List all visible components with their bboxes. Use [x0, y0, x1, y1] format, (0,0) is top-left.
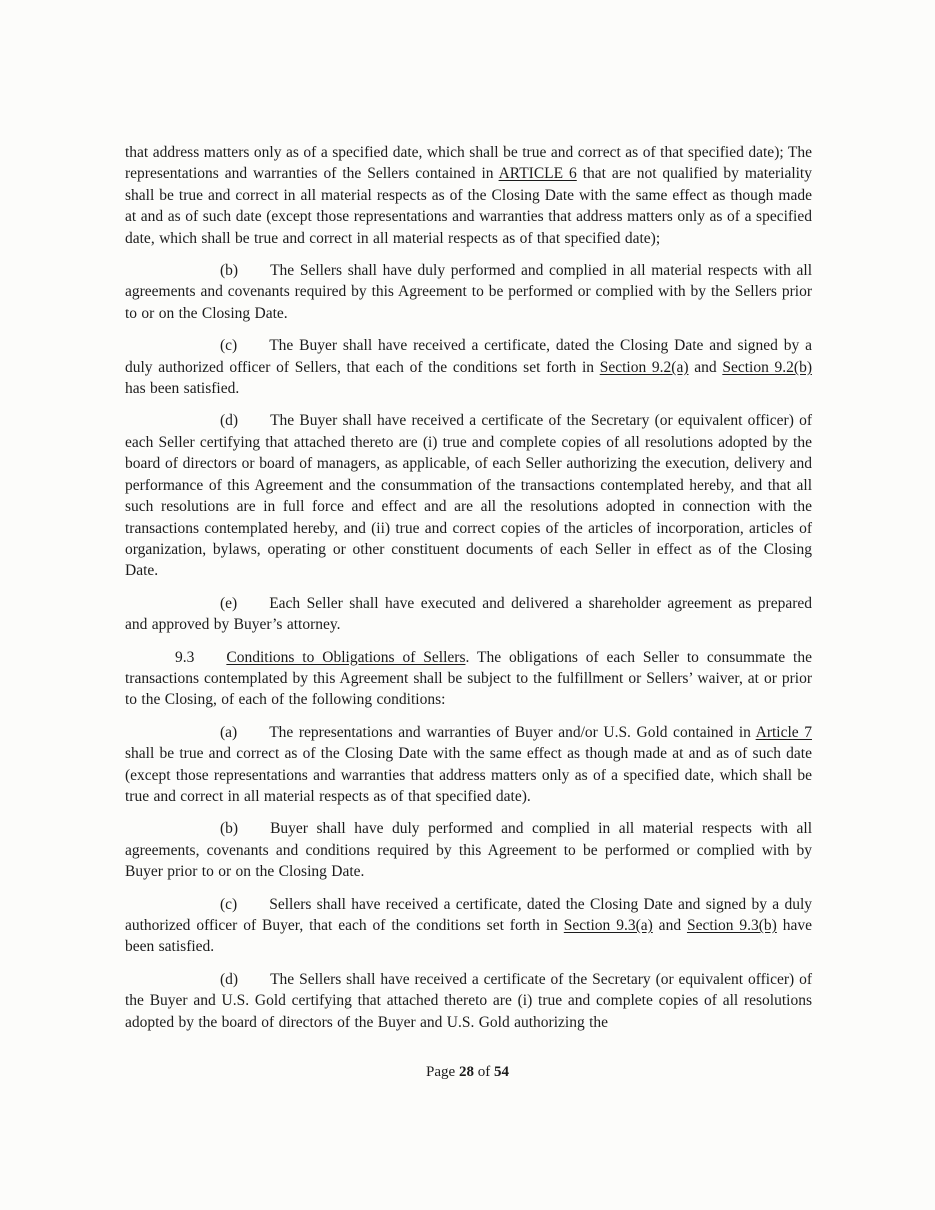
- cross-reference: Section 9.3(b): [686, 917, 777, 934]
- page-footer: [0, 1062, 935, 1082]
- text-run: The representations and warranties of Buyer and/or U.S. Gold contained in: [269, 723, 756, 741]
- text-run: . The obligations of each Seller to consummate the transactions contemplated by this Agreement shall be subject to the fulfillment or Sellers’ waiver, at or prior to the Closing, of each of the following conditions:: [125, 648, 812, 709]
- clause-label: (c): [220, 895, 238, 913]
- text-run: The Sellers shall have received a certificate of the Secretary (or equivalent officer) of the Buyer and U.S. Gold certifying that attached thereto are (i) true and complete copies of all resolutions adopted by the board of directors of the Buyer and U.S. Gold authorizing the: [125, 970, 812, 1031]
- clause-label: (b): [220, 820, 239, 838]
- text-run: that address matters only as of a specified date, which shall be true and correct as of that specified date); The representations and warranties of the Sellers contained in: [125, 144, 812, 183]
- cross-reference: Section 9.3(a): [563, 917, 653, 934]
- cross-reference: Article 7: [755, 723, 812, 741]
- clause-continuation: [125, 142, 812, 249]
- clause-label: (b): [220, 262, 239, 280]
- clause-9-3-b: [125, 818, 812, 882]
- section-9-3: [125, 647, 812, 711]
- document-body: [125, 142, 812, 1044]
- clause-9-3-d: [125, 969, 812, 1033]
- text-run: have been satisfied.: [125, 917, 812, 956]
- clause-label: (a): [220, 723, 238, 741]
- text-run: Page: [426, 1064, 459, 1080]
- text-run: 28: [458, 1064, 474, 1080]
- clause-9-2-e: [125, 593, 812, 636]
- text-run: Sellers shall have received a certificate, dated the Closing Date and signed by a duly authorized officer of Buyer, that each of the conditions set forth in: [125, 895, 812, 934]
- text-run: and: [652, 917, 687, 934]
- cross-reference: Section 9.2(a): [599, 358, 689, 376]
- text-run: 54: [493, 1064, 509, 1080]
- clause-label: 9.3: [175, 648, 195, 666]
- text-run: The Buyer shall have received a certificate of the Secretary (or equivalent officer) of each Seller certifying that attached thereto are (i) true and complete copies of all resolutions adopted by the board of directors or board of managers, as applicable, of each Seller authorizing the execution, delivery and performance of this Agreement and the consummation of the transactions contemplated hereby, and that all such resolutions are in full force and effect and are all the resolutions adopted in connection with the transactions contemplated hereby, and (ii) true and correct copies of the articles of incorporation, articles of organization, bylaws, operating or other constituent documents of each Seller in effect as of the Closing Date.: [125, 412, 812, 580]
- clause-label: (d): [220, 412, 239, 430]
- text-run: The Buyer shall have received a certificate, dated the Closing Date and signed by a duly authorized officer of Sellers, that each of the conditions set forth in: [125, 337, 812, 376]
- clause-9-2-d: [125, 410, 812, 581]
- clause-9-3-c: [125, 894, 812, 958]
- text-run: and: [688, 358, 723, 376]
- clause-9-2-c: [125, 335, 812, 399]
- text-run: of: [473, 1064, 494, 1080]
- clause-label: (e): [220, 594, 238, 612]
- text-run: that are not qualified by materiality shall be true and correct in all material respects as of the Closing Date with the same effect as though made at and as of such date (except those representations and warranties that address matters only as of a specified date, which shall be true and correct in all material respects as of that specified date);: [125, 165, 812, 247]
- text-run: Each Seller shall have executed and delivered a shareholder agreement as prepared and approved by Buyer’s attorney.: [125, 594, 812, 634]
- text-run: has been satisfied.: [125, 380, 240, 398]
- text-run: Buyer shall have duly performed and complied in all material respects with all agreements, covenants and conditions required by this Agreement to be performed or complied with by Buyer prior to or on the Closing Date.: [125, 820, 812, 881]
- cross-reference: Conditions to Obligations of Sellers: [226, 648, 466, 666]
- text-run: shall be true and correct as of the Closing Date with the same effect as though made at and as of such date (except those representations and warranties that address matters only as of a specified date, which shall be true and correct in all material respects as of that specified date).: [125, 745, 812, 805]
- text-run: The Sellers shall have duly performed and complied in all material respects with all agreements and covenants required by this Agreement to be performed or complied with by the Sellers prior to or on the Closing Date.: [125, 262, 812, 322]
- cross-reference: Section 9.2(b): [722, 358, 812, 376]
- clause-9-3-a: [125, 722, 812, 808]
- cross-reference: ARTICLE 6: [498, 165, 577, 183]
- clause-9-2-b: [125, 260, 812, 324]
- clause-label: (c): [220, 337, 238, 355]
- clause-label: (d): [220, 970, 239, 988]
